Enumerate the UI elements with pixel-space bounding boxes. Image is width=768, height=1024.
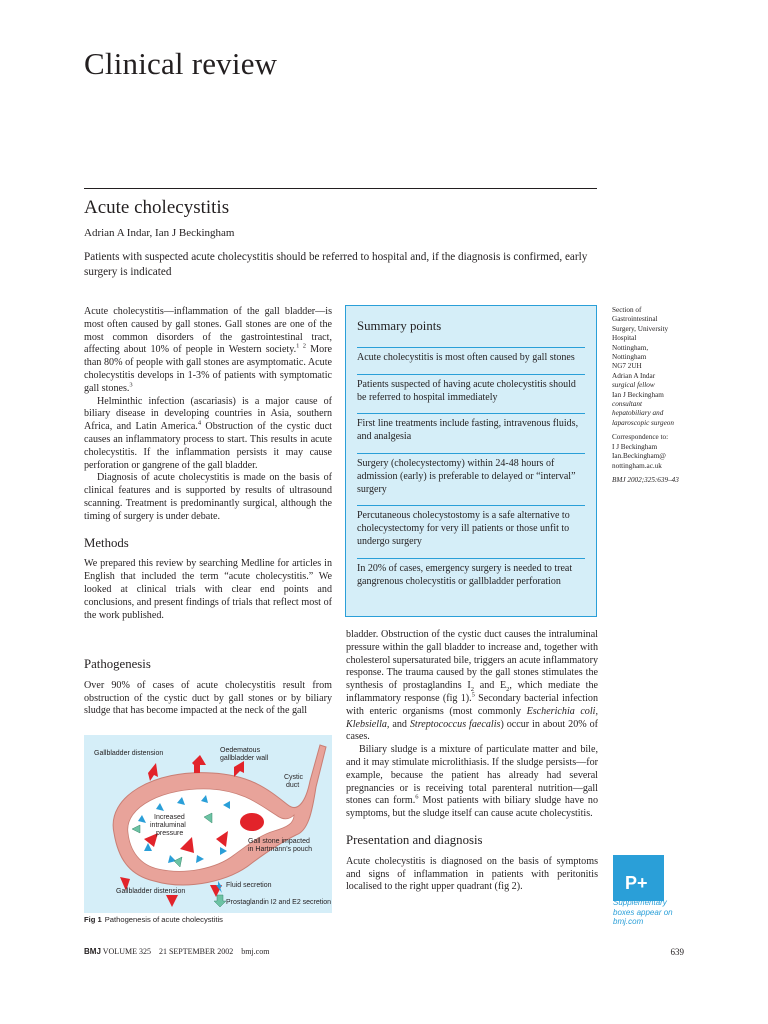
- body-column-1: [84, 306, 332, 622]
- page-footer: BMJ VOLUME 325 21 SEPTEMBER 2002 bmj.com: [84, 947, 270, 956]
- author2-role-line: hepatobiliary and: [612, 409, 664, 418]
- citation: BMJ 2002;325:639–43: [612, 475, 679, 484]
- label-oedematous: Oedematous: [220, 747, 261, 754]
- pplus-icon: [613, 855, 664, 901]
- svg-text:P+: P+: [625, 873, 648, 893]
- author1-role: surgical fellow: [612, 381, 655, 390]
- summary-point: First line treatments include fasting, intravenous fluids, and analgesia: [357, 413, 585, 453]
- summary-points-box: [345, 305, 597, 617]
- affiliation-line: Surgery, University: [612, 324, 669, 333]
- article-standfirst: Patients with suspected acute cholecystitis should be referred to hospital and, if the diagnosis is confirmed, early surgery is indicated: [84, 251, 588, 278]
- bmj-link[interactable]: bmj.com: [613, 917, 644, 926]
- presentation-heading: Presentation and diagnosis: [346, 832, 483, 847]
- gallbladder-diagram: [84, 735, 332, 913]
- figure-1: [84, 735, 332, 913]
- summary-point: Surgery (cholecystectomy) within 24-48 hours of admission (early) is preferable to delayed or “interval” surgery: [357, 453, 585, 505]
- header-rule: [84, 188, 597, 189]
- gall-stone: [240, 813, 264, 831]
- pathogenesis-heading: Pathogenesis: [84, 657, 151, 671]
- summary-point: Percutaneous cholecystostomy is a safe alternative to cholecystectomy for very ill patients or those unfit to undergo surgery: [357, 505, 585, 557]
- methods-paragraph: We prepared this review by searching Medline for articles in English that included the term “acute cholecystitis.” We looked at clinical trials with clear end points and conclusions, and present findings of trials that reflect most of the work published.: [84, 558, 332, 621]
- summary-point: In 20% of cases, emergency surgery is needed to treat gangrenous cholecystitis or gallbladder perforation: [357, 558, 585, 598]
- author1-name: Adrian A Indar: [612, 371, 656, 380]
- affiliation-line: NG7 2UH: [612, 362, 642, 371]
- author-sidebar: [612, 306, 700, 485]
- correspondence-line: Correspondence to:: [612, 433, 669, 442]
- affiliation-line: Section of: [612, 306, 642, 314]
- label-cystic-duct-2: duct: [286, 782, 300, 789]
- summary-point: Acute cholecystitis is most often caused by gall stones: [357, 347, 585, 374]
- figure-caption: Fig 1 Pathogenesis of acute cholecystitis: [84, 915, 223, 924]
- label-pressure-3: pressure: [156, 830, 184, 837]
- author2-name: Ian J Beckingham: [612, 390, 664, 399]
- label-stone: Gall stone impacted: [248, 838, 310, 845]
- summary-heading: Summary points: [357, 319, 442, 333]
- intro-paragraph-2: Helminthic infection (ascariasis) is a major cause of biliary disease in developing countries in Asia, southern Africa, and Latin America.$^4$ Obstruction of the cystic duct causes an inflammatory process to start. This results in acute cholecystitis. If the inflammation persists it may cause perforation or gangrene of the gall bladder.: [84, 395, 332, 471]
- intro-paragraph-3: Diagnosis of acute cholecystitis is made on the basis of clinical features and is supported by results of ultrasound scanning. Treatment is predominantly surgical, although the timing of surgery is under debate.: [84, 472, 332, 522]
- correspondence-email[interactable]: nottingham.ac.uk: [612, 461, 662, 470]
- article-title: Acute cholecystitis: [84, 197, 230, 218]
- article-authors: Adrian A Indar, Ian J Beckingham: [84, 227, 235, 239]
- affiliation-line: Hospital: [612, 334, 637, 343]
- label-distension-bottom: Gallbladder distension: [116, 888, 186, 895]
- section-header: Clinical review: [84, 46, 278, 81]
- methods-heading: Methods: [84, 535, 129, 550]
- presentation-paragraph: Acute cholecystitis is diagnosed on the basis of symptoms and signs of inflammation in patients with peritonitis localised to the right upper quadrant (fig 2).: [346, 855, 598, 893]
- affiliation-line: Nottingham,: [612, 343, 649, 352]
- label-cystic-duct: Cystic: [284, 774, 304, 781]
- legend-prostaglandin-icon: [214, 895, 226, 907]
- pplus-note: Supplementary boxes appear on bmj.com: [613, 898, 693, 927]
- label-pressure-2: intraluminal: [150, 822, 186, 829]
- intro-paragraph-1: Acute cholecystitis—inflammation of the gall bladder—is most often caused by gall stones. Gall stones are one of the most common disorders of the gastrointestinal tract, affecting about 10% of people in Western society.$^{1 2}$ More than 80% of people with gall stones are asymptomatic. Acute cholecystitis develops in 1-3% of patients with symptomatic gall stones.$^3$: [84, 306, 332, 394]
- correspondence-email[interactable]: Ian.Beckingham@: [612, 452, 666, 461]
- pathogenesis-continued: bladder. Obstruction of the cystic duct causes the intraluminal pressure within the gall bladder to increase and, together with cholesterol supersaturated bile, triggers an acute inflammatory response. The trauma caused by the gall stones stimulates the synthesis of prostaglandins $I_2$ and $E_2$, which mediate the inflammatory response (fig 1).$^5$ Secondary bacterial infection with enteric organisms (most commonly Escherichia coli, Klebsiella, and Streptococcus faecalis) occur in about 20% of cases.: [346, 629, 598, 743]
- author2-role-line: laparoscopic surgeon: [612, 418, 674, 427]
- page-number: 639: [670, 947, 684, 957]
- body-column-1-lower: [84, 658, 332, 718]
- affiliation-line: Gastrointestinal: [612, 315, 658, 324]
- label-oedematous-2: gallbladder wall: [220, 755, 269, 762]
- legend-fluid: Fluid secretion: [226, 882, 272, 889]
- correspondence-line: I J Beckingham: [612, 442, 658, 451]
- pathogenesis-paragraph: Over 90% of cases of acute cholecystitis result from obstruction of the cystic duct by gall stones or by biliary sludge that has become impacted at the neck of the gall: [84, 679, 332, 717]
- label-distension-top: Gallbladder distension: [94, 750, 164, 757]
- label-stone-2: in Hartmann’s pouch: [248, 846, 313, 853]
- pplus-badge[interactable]: [613, 855, 664, 901]
- sludge-paragraph: Biliary sludge is a mixture of particulate matter and bile, and it may stimulate microlithiasis. If the sludge persists—for example, because the patient has already had several pregnancies or is receiving total parenteral nutrition—gall stones can form.$^6$ Most patients with biliary sludge have no symptoms, but the sludge itself can cause acute cholecystitis.: [346, 744, 599, 820]
- author2-role-line: consultant: [612, 400, 642, 409]
- body-column-2: [346, 629, 598, 894]
- affiliation-line: Nottingham: [612, 353, 647, 362]
- legend-prostaglandin: Prostaglandin I2 and E2 secretion: [226, 899, 332, 906]
- summary-point: Patients suspected of having acute cholecystitis should be referred to hospital immediately: [357, 374, 585, 414]
- label-pressure: Increased: [154, 814, 185, 821]
